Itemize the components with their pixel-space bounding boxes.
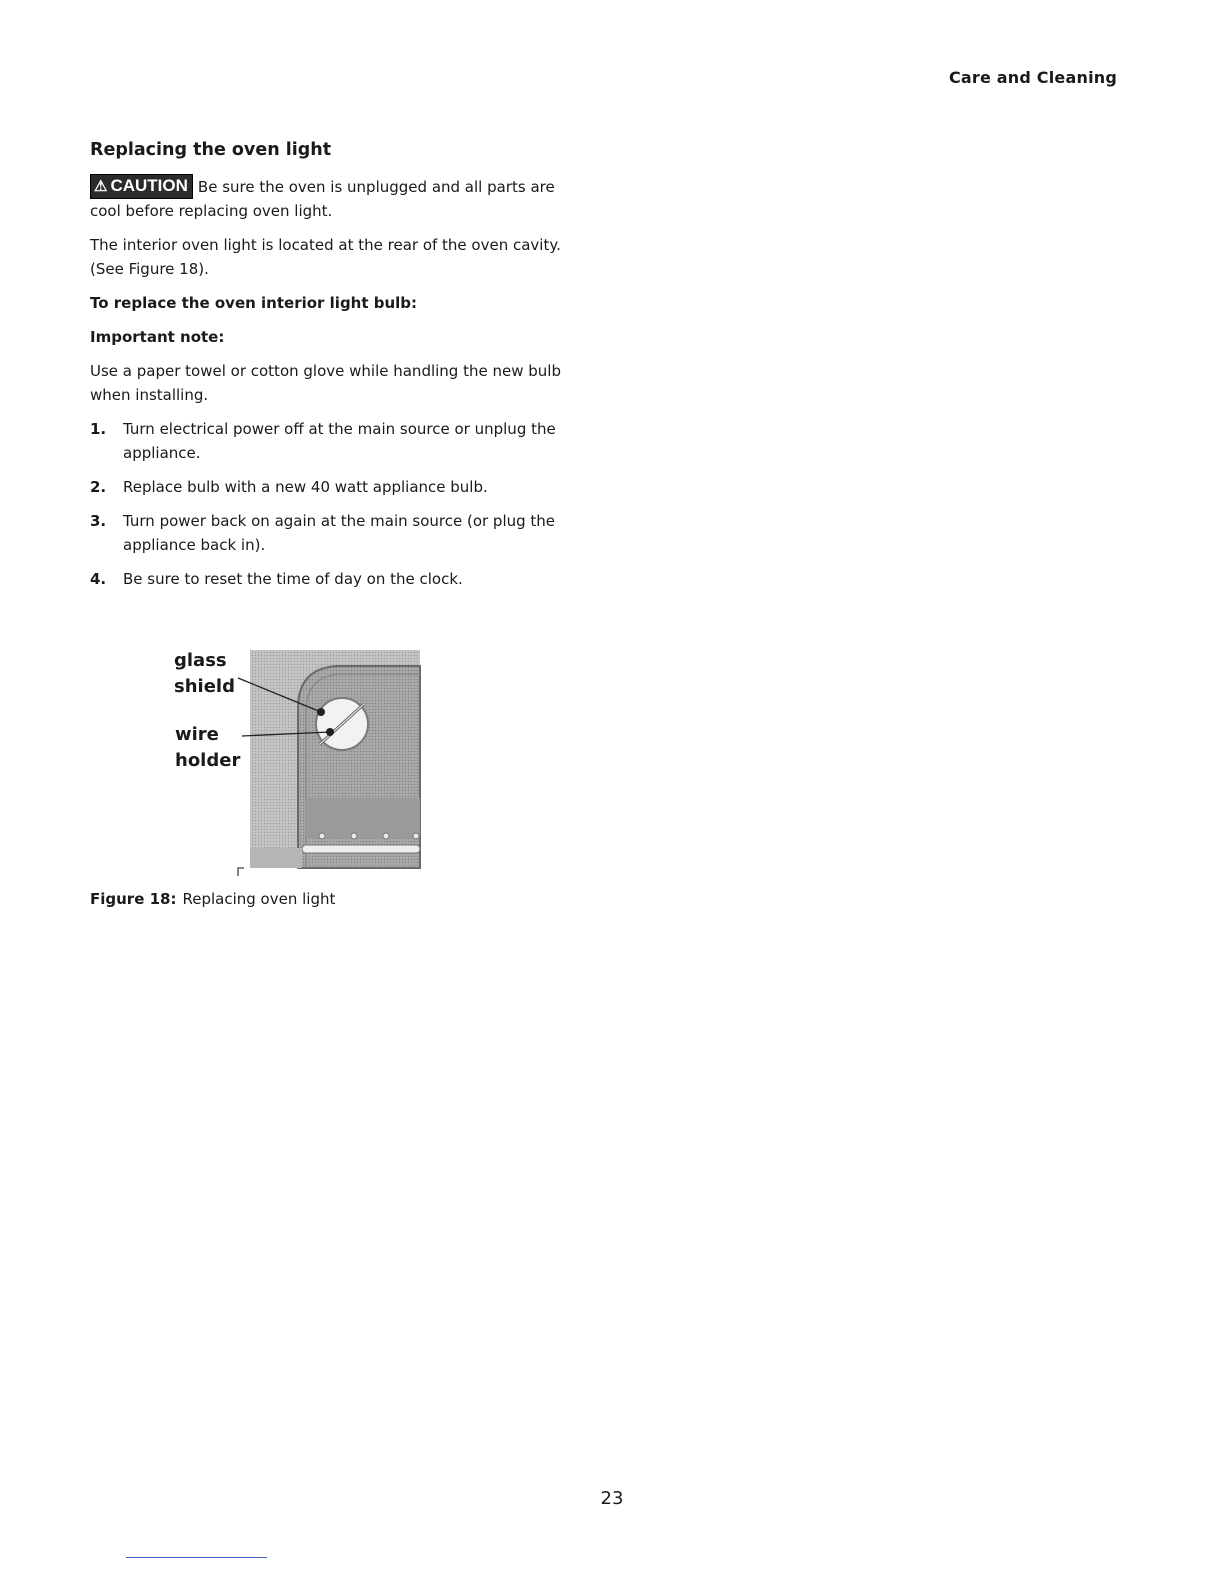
steps-list — [90, 417, 590, 591]
step-text: Replace bulb with a new 40 watt appliance bulb. — [123, 478, 488, 496]
oven-light-figure — [170, 648, 430, 878]
note-heading: Important note: — [90, 328, 225, 346]
caption-text: Replacing oven light — [182, 890, 336, 908]
figure-caption — [90, 890, 335, 908]
list-item — [90, 417, 590, 465]
warning-triangle-icon: ⚠ — [94, 178, 108, 195]
list-item — [90, 475, 590, 499]
step-text: Be sure to reset the time of day on the clock. — [123, 570, 463, 588]
step-number: 4. — [90, 570, 107, 588]
list-item — [90, 509, 590, 557]
step-text: Turn power back on again at the main source (or plug the appliance back in). — [123, 512, 556, 554]
step-text: Turn electrical power off at the main source or unplug the appliance. — [123, 420, 556, 462]
note-paragraph: Use a paper towel or cotton glove while handling the new bulb when installing. — [90, 362, 561, 404]
main-content — [90, 140, 590, 601]
caption-label: Figure 18: — [90, 890, 177, 908]
page-number: 23 — [600, 1488, 624, 1509]
callout-line: holder — [175, 750, 241, 771]
caution-paragraph — [90, 174, 590, 223]
list-item — [90, 567, 590, 591]
step-number: 2. — [90, 478, 107, 496]
caution-label: CAUTION — [110, 176, 188, 195]
callout-line: shield — [174, 676, 235, 697]
procedure-heading: To replace the oven interior light bulb: — [90, 294, 418, 312]
step-number: 3. — [90, 512, 107, 530]
step-number: 1. — [90, 420, 107, 438]
section-title: Replacing the oven light — [90, 140, 332, 160]
footer-rule — [126, 1557, 267, 1558]
callout-line: wire — [175, 724, 219, 745]
glass-shield-callout — [174, 648, 235, 700]
wire-holder-callout — [175, 722, 240, 774]
callout-line: glass — [174, 650, 227, 671]
running-header: Care and Cleaning — [948, 68, 1117, 87]
caution-text: Be sure the oven is unplugged and all parts are cool before replacing oven light. — [90, 178, 555, 220]
caution-badge — [90, 174, 193, 199]
intro-paragraph: The interior oven light is located at the rear of the oven cavity. (See Figure 18). — [90, 236, 561, 278]
